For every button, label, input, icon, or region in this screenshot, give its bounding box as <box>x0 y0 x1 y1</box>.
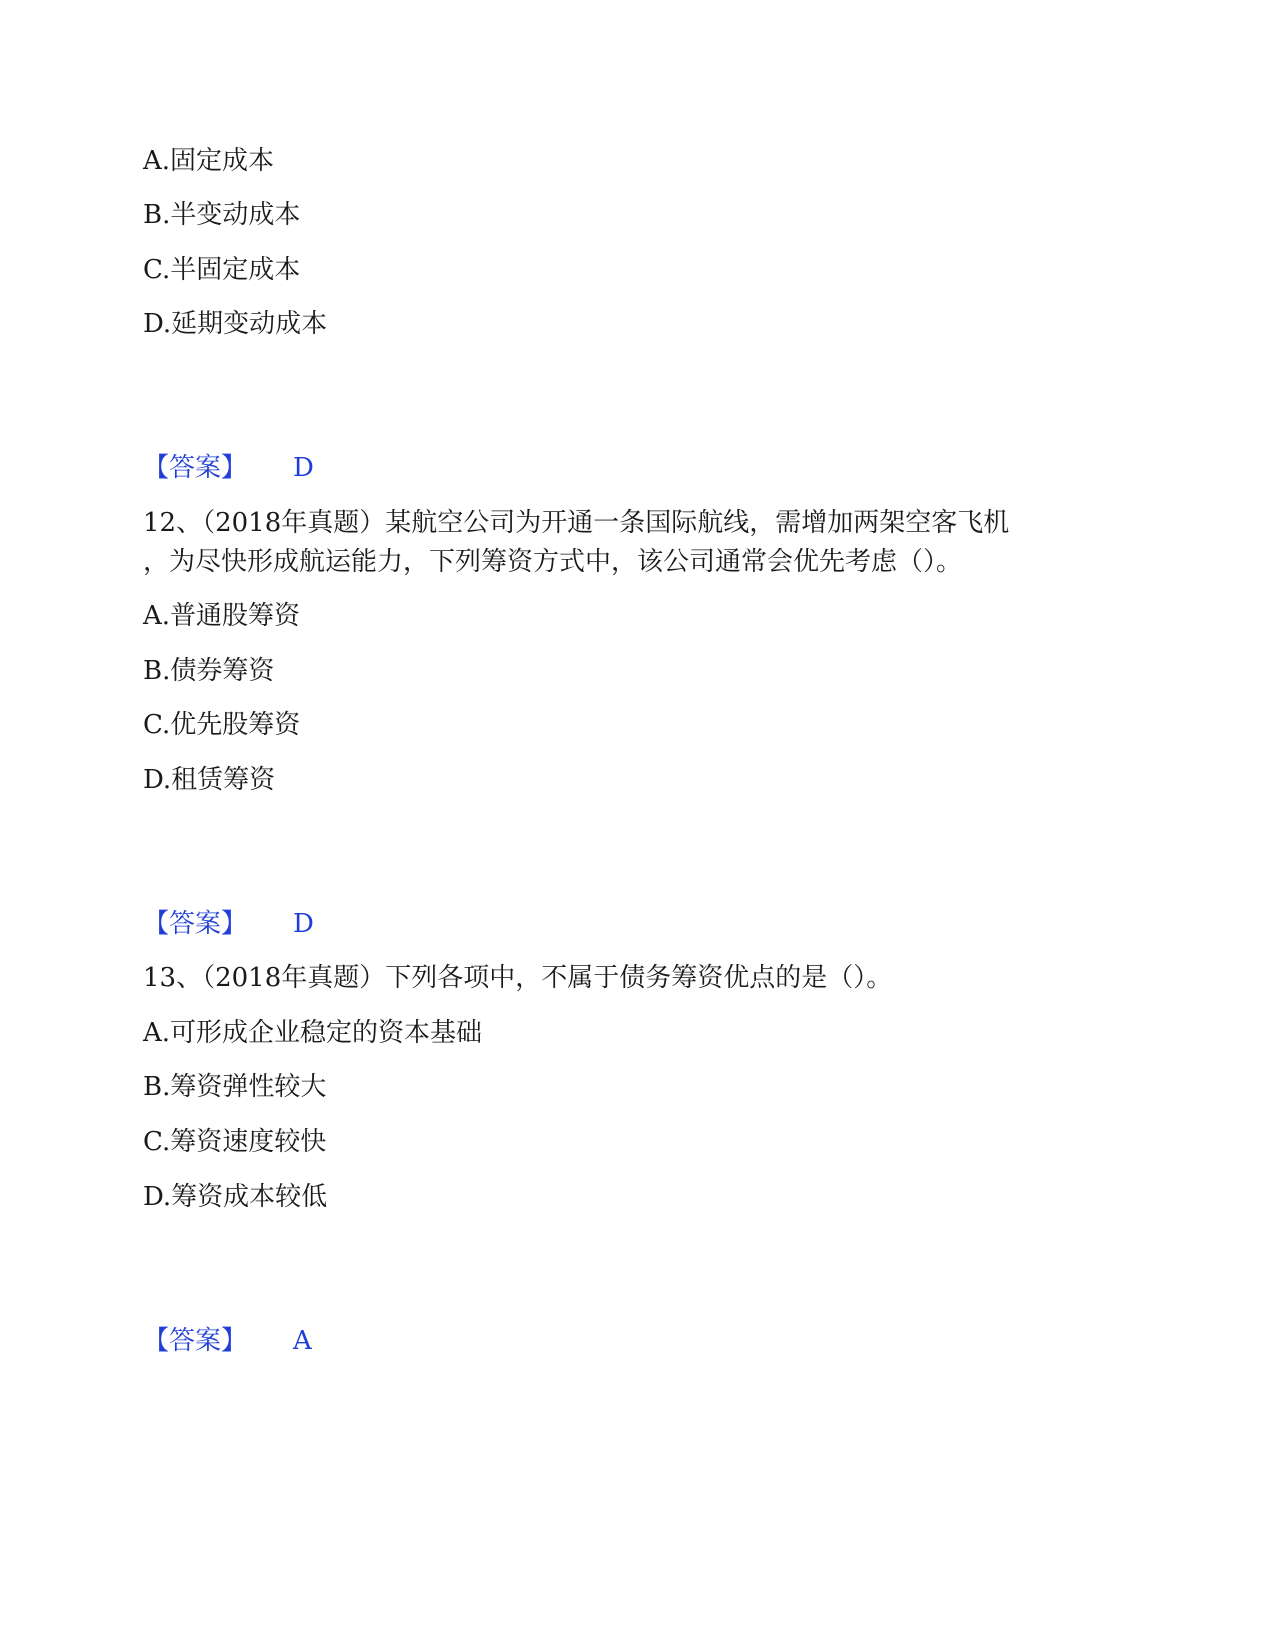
answer-value: D <box>293 453 314 483</box>
question-stem-continued: ，为尽快形成航运能力，下列筹资方式中，该公司通常会优先考虑（）。 <box>143 547 963 577</box>
answer-label: 【答案】 <box>143 909 248 939</box>
answer-row <box>143 450 314 486</box>
option-b: B.债券筹资 <box>143 656 275 686</box>
answer-row <box>143 1323 312 1359</box>
option-a: A.普通股筹资 <box>143 601 301 631</box>
option-d: D.筹资成本较低 <box>143 1182 328 1212</box>
answer-row <box>143 906 314 942</box>
option-d: D.延期变动成本 <box>143 309 328 339</box>
answer-value: D <box>293 909 314 939</box>
option-a: A.固定成本 <box>143 146 275 176</box>
option-c: C.筹资速度较快 <box>143 1127 327 1157</box>
question-stem: 12、（2018年真题）某航空公司为开通一条国际航线，需增加两架空客飞机 <box>143 508 1010 538</box>
option-c: C.半固定成本 <box>143 255 301 285</box>
answer-label: 【答案】 <box>143 453 248 483</box>
option-b: B.筹资弹性较大 <box>143 1072 327 1102</box>
answer-value: A <box>293 1326 312 1356</box>
option-c: C.优先股筹资 <box>143 710 301 740</box>
question-stem: 13、（2018年真题）下列各项中，不属于债务筹资优点的是（）。 <box>143 963 893 993</box>
option-b: B.半变动成本 <box>143 200 301 230</box>
answer-label: 【答案】 <box>143 1326 248 1356</box>
option-a: A.可形成企业稳定的资本基础 <box>143 1018 483 1048</box>
option-d: D.租赁筹资 <box>143 765 276 795</box>
